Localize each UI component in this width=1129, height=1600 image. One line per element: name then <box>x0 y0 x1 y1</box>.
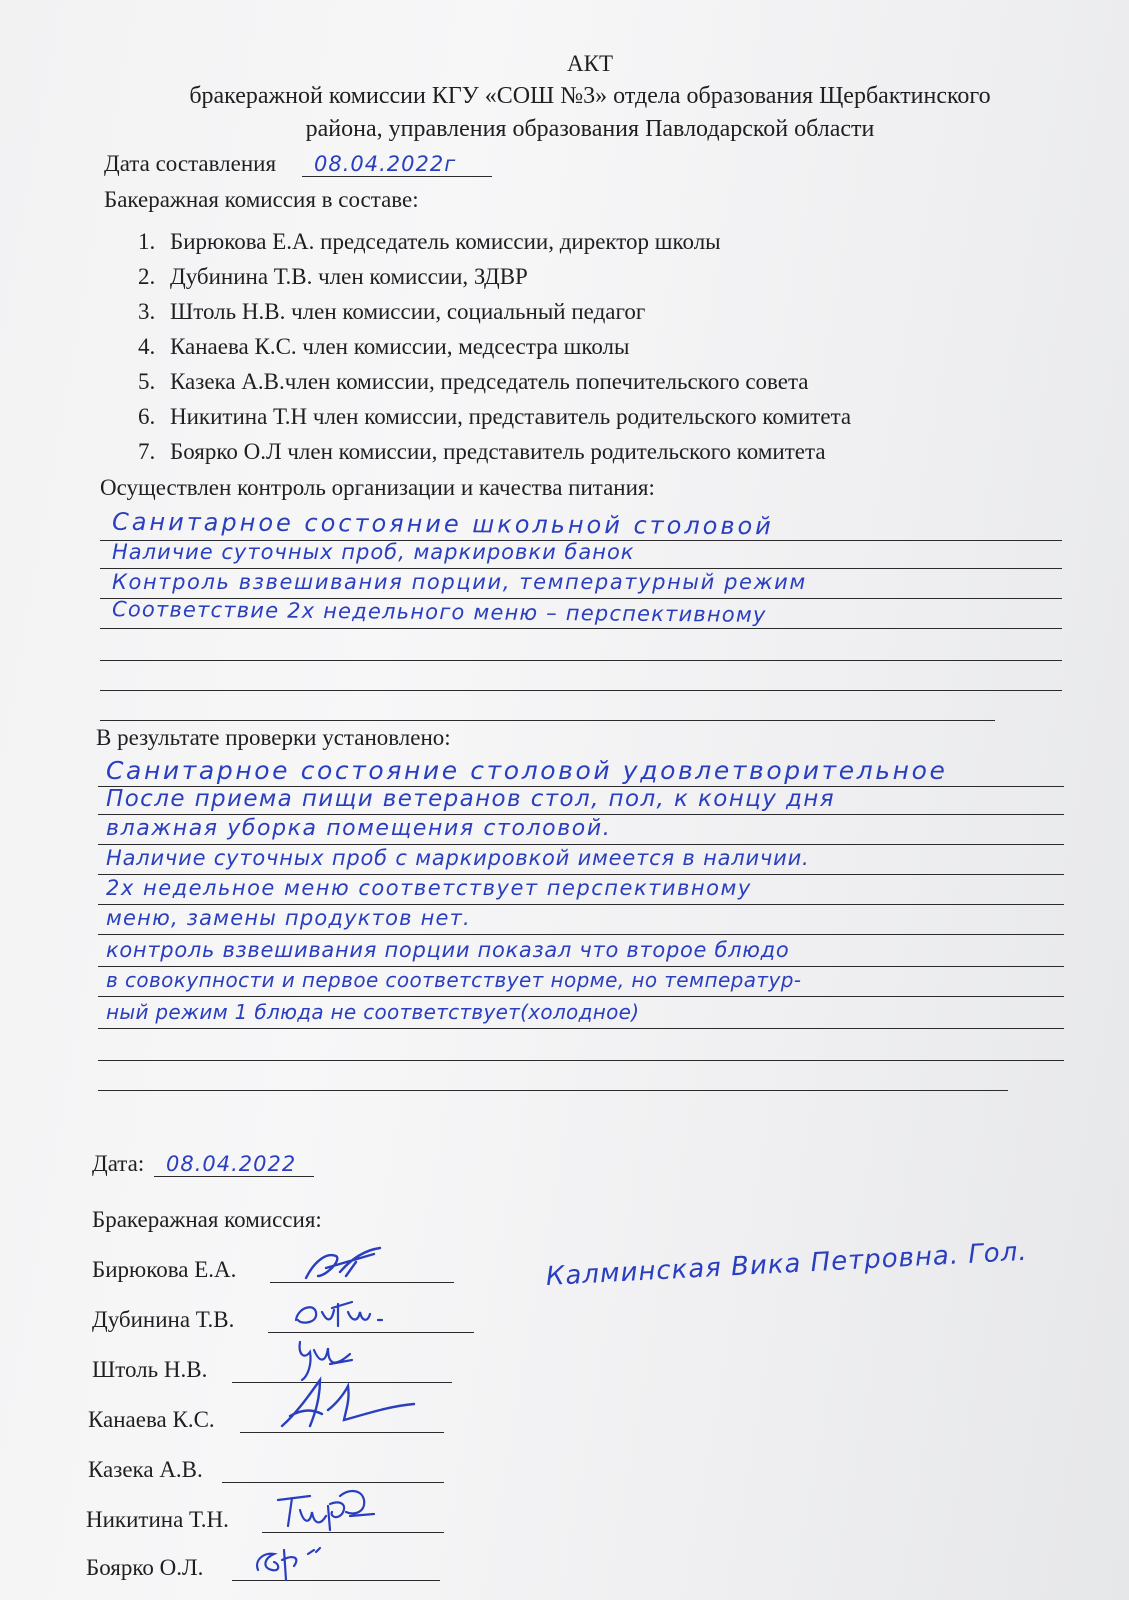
ruled-line <box>100 568 1062 569</box>
ruled-line <box>100 628 1062 629</box>
ruled-line <box>100 660 1062 661</box>
signature-date-label: Дата: <box>92 1151 145 1176</box>
signature-name: Канаева К.С. <box>88 1407 215 1432</box>
ruled-line <box>98 934 1064 935</box>
date-compiled-value: 08.04.2022г <box>314 152 457 176</box>
header-line-1: бракеражной комиссии КГУ «СОШ №3» отдела образования Щербактинского <box>189 83 991 109</box>
result-handwritten-line: ный режим 1 блюда не соответствует(холодное) <box>106 1000 640 1024</box>
date-compiled-label: Дата составления <box>104 151 277 176</box>
signatures-label: Бракеражная комиссия: <box>92 1207 322 1232</box>
signature-mark <box>270 1486 380 1538</box>
date-compiled-line <box>302 176 492 177</box>
signature-name: Штоль Н.В. <box>92 1357 208 1382</box>
commission-intro: Бакеражная комиссия в составе: <box>104 187 419 212</box>
result-section-label: В результате проверки установлено: <box>96 725 451 750</box>
member-item: 7. Боярко О.Л член комиссии, представитель родительского комитета <box>138 439 826 464</box>
ruled-line <box>98 904 1064 905</box>
control-handwritten-line: Санитарное состояние школьной столовой <box>111 507 774 541</box>
signature-name: Казека А.В. <box>88 1457 203 1482</box>
signature-mark <box>288 1290 388 1334</box>
result-handwritten-line: Наличие суточных проб с маркировкой имеется в наличии. <box>106 846 810 870</box>
ruled-line <box>98 874 1064 875</box>
ruled-line <box>98 1060 1064 1061</box>
signature-date-value: 08.04.2022 <box>166 1152 297 1176</box>
result-handwritten-line: После приема пищи ветеранов стол, пол, к концу дня <box>106 786 835 812</box>
document-title: АКТ <box>567 51 613 76</box>
signature-mark <box>270 1374 420 1434</box>
result-handwritten-line: Санитарное состояние столовой удовлетворительное <box>106 756 948 785</box>
result-handwritten-line: в совокупности и первое соответствует норме, но температур- <box>106 968 802 992</box>
signature-name: Никитина Т.Н. <box>86 1507 229 1532</box>
ruled-line <box>98 966 1064 967</box>
ruled-line <box>98 814 1064 815</box>
control-handwritten-line: Контроль взвешивания порции, температурный режим <box>112 570 807 594</box>
ruled-line <box>98 996 1064 997</box>
member-item: 4. Канаева К.С. член комиссии, медсестра школы <box>138 334 630 359</box>
member-item: 1. Бирюкова Е.А. председатель комиссии, директор школы <box>138 229 721 254</box>
ruled-line <box>98 1028 1064 1029</box>
control-section-label: Осуществлен контроль организации и качества питания: <box>100 475 655 500</box>
control-handwritten-line: Соответствие 2х недельного меню – перспективному <box>111 597 767 627</box>
header-line-2: района, управления образования Павлодарской области <box>305 116 875 142</box>
member-item: 2. Дубинина Т.В. член комиссии, ЗДВР <box>138 264 528 289</box>
signature-date-line <box>154 1176 314 1177</box>
ruled-line <box>100 720 995 721</box>
member-item: 3. Штоль Н.В. член комиссии, социальный педагог <box>138 299 646 324</box>
ruled-line <box>98 1090 1008 1091</box>
result-handwritten-line: меню, замены продуктов нет. <box>106 906 471 930</box>
signature-mark <box>244 1540 334 1584</box>
result-handwritten-line: влажная уборка помещения столовой. <box>106 816 612 841</box>
ruled-line <box>98 844 1064 845</box>
result-handwritten-line: контроль взвешивания порции показал что второе блюдо <box>106 938 790 962</box>
control-handwritten-line: Наличие суточных проб, маркировки банок <box>112 540 635 564</box>
signature-name: Боярко О.Л. <box>86 1555 204 1580</box>
signature-mark <box>296 1242 386 1286</box>
signature-name: Бирюкова Е.А. <box>92 1257 237 1282</box>
result-handwritten-line: 2х недельное меню соответствует перспективному <box>106 876 752 900</box>
member-item: 5. Казека А.В.член комиссии, председатель попечительского совета <box>138 369 809 394</box>
signature-name: Дубинина Т.В. <box>92 1307 235 1332</box>
side-handwritten-note: Калминская Вика Петровна. Гол. <box>545 1236 1029 1292</box>
ruled-line <box>100 690 1062 691</box>
member-item: 6. Никитина Т.Н член комиссии, представитель родительского комитета <box>138 404 852 429</box>
signature-line <box>222 1482 444 1483</box>
